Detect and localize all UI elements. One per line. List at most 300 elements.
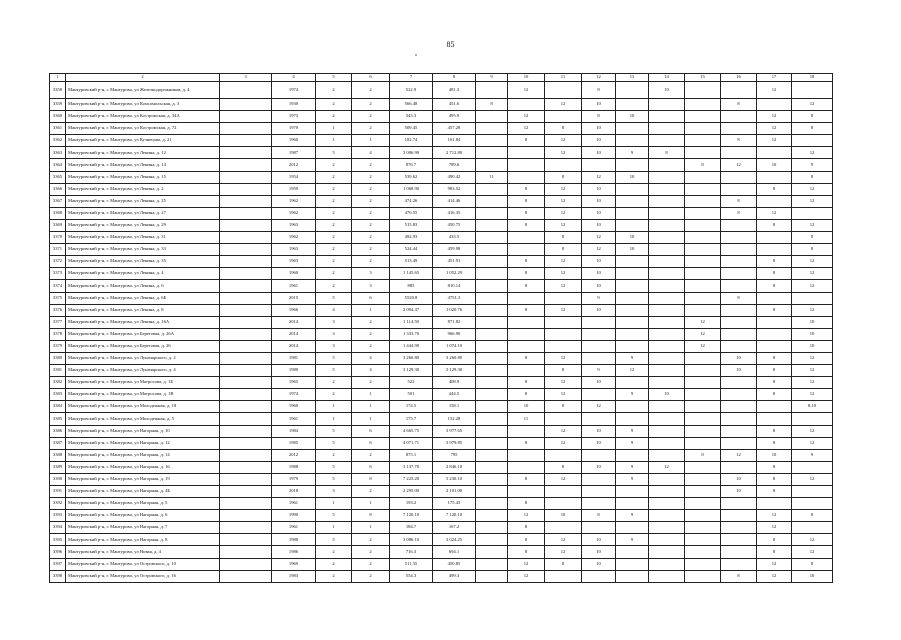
- address-cell: Мантуровский р-н, г. Мантурово, ул Островского, д. 16: [66, 570, 220, 582]
- table-cell: [685, 123, 721, 135]
- table-cell: [685, 534, 721, 546]
- table-cell: [757, 340, 792, 352]
- table-row: [50, 244, 833, 256]
- table-cell: 495.9: [433, 111, 476, 123]
- table-row: [50, 82, 833, 99]
- table-cell: 8: [757, 183, 792, 195]
- table-cell: 2: [352, 171, 390, 183]
- table-cell: 12: [792, 256, 833, 268]
- table-row: [50, 123, 833, 135]
- table-cell: [476, 316, 508, 328]
- table-cell: 8: [508, 534, 545, 546]
- table-cell: [582, 413, 616, 425]
- address-cell: Мантуровский р-н, г. Мантурово, ул Костромская, д. 34А: [66, 111, 220, 123]
- table-cell: 1963: [272, 256, 316, 268]
- table-cell: [220, 195, 272, 207]
- table-cell: [476, 473, 508, 485]
- table-cell: 10: [721, 365, 757, 377]
- table-cell: 12: [685, 340, 721, 352]
- table-cell: [685, 413, 721, 425]
- table-cell: [721, 534, 757, 546]
- table-cell: [649, 377, 685, 389]
- row-number-cell: 3358: [50, 82, 66, 99]
- table-cell: [220, 82, 272, 99]
- table-cell: 8: [757, 461, 792, 473]
- table-cell: [476, 510, 508, 522]
- table-cell: [616, 413, 649, 425]
- table-cell: [721, 389, 757, 401]
- table-cell: 10: [757, 449, 792, 461]
- table-cell: [721, 232, 757, 244]
- table-cell: [721, 171, 757, 183]
- table-cell: 12: [508, 123, 545, 135]
- table-cell: [685, 352, 721, 364]
- column-number-cell: 2: [66, 74, 220, 82]
- table-cell: 12: [545, 207, 582, 219]
- table-cell: 1: [352, 304, 390, 316]
- table-cell: 8: [757, 486, 792, 498]
- table-cell: [220, 316, 272, 328]
- table-cell: 2: [316, 268, 352, 280]
- address-cell: Мантуровский р-н, г. Мантурово, ул Ленина, д. 6: [66, 280, 220, 292]
- table-cell: 6: [352, 461, 390, 473]
- table-cell: 1 333.70: [390, 328, 433, 340]
- table-cell: 12: [545, 195, 582, 207]
- table-cell: 789.6: [433, 159, 476, 171]
- address-cell: Мантуровский р-н, г. Мантурово, ул Луначарского, д. 4: [66, 365, 220, 377]
- table-cell: [508, 340, 545, 352]
- table-cell: 12: [792, 268, 833, 280]
- table-cell: 2: [352, 123, 390, 135]
- table-cell: 8: [721, 195, 757, 207]
- table-cell: 152.28: [433, 413, 476, 425]
- table-cell: [508, 316, 545, 328]
- table-cell: 10: [721, 473, 757, 485]
- table-cell: [616, 268, 649, 280]
- table-cell: [721, 522, 757, 534]
- table-cell: [476, 244, 508, 256]
- table-cell: [508, 244, 545, 256]
- table-cell: [476, 570, 508, 582]
- table-cell: [616, 304, 649, 316]
- table-cell: 5: [316, 461, 352, 473]
- table-cell: 474.26: [390, 195, 433, 207]
- table-cell: 9: [616, 510, 649, 522]
- table-cell: [757, 195, 792, 207]
- table-cell: [476, 135, 508, 147]
- table-cell: [616, 570, 649, 582]
- table-cell: 3 979.85: [433, 437, 476, 449]
- table-cell: 8: [545, 244, 582, 256]
- table-cell: 1: [352, 413, 390, 425]
- table-cell: 433.5: [433, 232, 476, 244]
- table-cell: 12: [792, 195, 833, 207]
- table-cell: 10: [616, 171, 649, 183]
- table-cell: [685, 280, 721, 292]
- row-number-cell: 3390: [50, 473, 66, 485]
- housing-register-table: [49, 73, 833, 583]
- table-cell: [545, 82, 582, 99]
- table-cell: [220, 207, 272, 219]
- table-cell: [649, 449, 685, 461]
- table-cell: [508, 328, 545, 340]
- table-cell: 490.42: [433, 171, 476, 183]
- row-number-cell: 3386: [50, 425, 66, 437]
- column-number-cell: 14: [649, 74, 685, 82]
- table-cell: 12: [508, 82, 545, 99]
- table-cell: [582, 498, 616, 510]
- table-cell: [616, 123, 649, 135]
- table-cell: [476, 268, 508, 280]
- table-cell: 1960: [272, 268, 316, 280]
- table-cell: [582, 473, 616, 485]
- address-cell: Мантуровский р-н, г. Мантурово, ул Нагорная, д. 10: [66, 425, 220, 437]
- table-cell: 8: [508, 389, 545, 401]
- table-cell: 12: [545, 473, 582, 485]
- row-number-cell: 3367: [50, 195, 66, 207]
- table-row: [50, 486, 833, 498]
- table-cell: 9: [792, 159, 833, 171]
- table-cell: 2: [352, 159, 390, 171]
- row-number-cell: 3360: [50, 111, 66, 123]
- table-cell: 12: [685, 328, 721, 340]
- table-cell: 2014: [272, 316, 316, 328]
- table-cell: 12: [792, 304, 833, 316]
- table-cell: 12: [757, 82, 792, 99]
- table-cell: 10: [582, 425, 616, 437]
- table-row: [50, 207, 833, 219]
- table-cell: [721, 316, 757, 328]
- row-number-cell: 3363: [50, 147, 66, 159]
- table-cell: [649, 304, 685, 316]
- table-cell: 450.85: [433, 558, 476, 570]
- table-cell: [616, 195, 649, 207]
- table-cell: [220, 413, 272, 425]
- table-cell: [721, 147, 757, 159]
- row-number-cell: 3375: [50, 292, 66, 304]
- table-cell: 1961: [272, 498, 316, 510]
- row-number-cell: 3393: [50, 510, 66, 522]
- table-cell: 8: [757, 352, 792, 364]
- table-cell: [476, 486, 508, 498]
- column-number-cell: 4: [272, 74, 316, 82]
- table-cell: 10: [649, 389, 685, 401]
- table-cell: 8: [757, 219, 792, 231]
- address-cell: Мантуровский р-н, г. Мантурово, ул Железнодорожников, д. 4: [66, 82, 220, 99]
- table-cell: 1: [352, 135, 390, 147]
- table-cell: [721, 328, 757, 340]
- table-cell: 10: [582, 195, 616, 207]
- table-cell: 10: [792, 340, 833, 352]
- table-cell: 2: [352, 486, 390, 498]
- table-cell: 12: [792, 425, 833, 437]
- table-cell: [649, 486, 685, 498]
- table-cell: [721, 425, 757, 437]
- table-cell: 10: [582, 280, 616, 292]
- table-cell: [685, 135, 721, 147]
- table-cell: 12: [545, 534, 582, 546]
- table-row: [50, 352, 833, 364]
- table-cell: [476, 352, 508, 364]
- table-cell: [649, 195, 685, 207]
- table-cell: [220, 304, 272, 316]
- table-cell: 10: [582, 256, 616, 268]
- table-cell: 11: [476, 171, 508, 183]
- table-cell: [220, 328, 272, 340]
- table-cell: 5: [316, 365, 352, 377]
- table-cell: 1963: [272, 244, 316, 256]
- address-cell: Мантуровский р-н, г. Мантурово, ул Ленина, д. 15: [66, 171, 220, 183]
- table-cell: 3: [316, 316, 352, 328]
- table-cell: 8: [757, 280, 792, 292]
- table-cell: 2: [352, 546, 390, 558]
- table-cell: [721, 377, 757, 389]
- table-cell: 457.28: [433, 123, 476, 135]
- table-cell: 12: [545, 280, 582, 292]
- table-cell: 12: [508, 558, 545, 570]
- table-cell: [685, 82, 721, 99]
- table-cell: [220, 425, 272, 437]
- table-cell: 8: [792, 232, 833, 244]
- table-cell: [792, 461, 833, 473]
- table-cell: [685, 365, 721, 377]
- table-cell: 522.9: [390, 82, 433, 99]
- table-row: [50, 570, 833, 582]
- table-cell: 501: [390, 389, 433, 401]
- table-row: [50, 413, 833, 425]
- table-cell: [721, 340, 757, 352]
- table-cell: [582, 522, 616, 534]
- table-cell: 1974: [272, 389, 316, 401]
- table-cell: 12: [508, 510, 545, 522]
- table-cell: 8: [792, 171, 833, 183]
- table-row: [50, 340, 833, 352]
- table-cell: 10: [582, 461, 616, 473]
- table-cell: [685, 461, 721, 473]
- table-cell: 2: [316, 449, 352, 461]
- row-number-cell: 3373: [50, 268, 66, 280]
- table-cell: 12: [721, 449, 757, 461]
- table-cell: [649, 328, 685, 340]
- row-number-cell: 3376: [50, 304, 66, 316]
- table-cell: 10: [582, 183, 616, 195]
- table-cell: [685, 510, 721, 522]
- table-cell: 12: [792, 546, 833, 558]
- table-cell: 6: [352, 425, 390, 437]
- table-cell: [685, 268, 721, 280]
- table-cell: 8: [508, 473, 545, 485]
- table-cell: [685, 195, 721, 207]
- table-cell: 2: [316, 82, 352, 99]
- table-cell: [685, 183, 721, 195]
- table-cell: 876.7: [390, 159, 433, 171]
- table-cell: 4: [352, 365, 390, 377]
- row-number-cell: 3385: [50, 413, 66, 425]
- table-cell: 5 230.10: [433, 473, 476, 485]
- table-cell: 10: [792, 328, 833, 340]
- table-cell: 184.7: [390, 522, 433, 534]
- table-cell: [508, 292, 545, 304]
- table-cell: 175.7: [390, 413, 433, 425]
- table-cell: [545, 328, 582, 340]
- table-cell: 12: [582, 244, 616, 256]
- table-row: [50, 195, 833, 207]
- table-cell: 8: [508, 352, 545, 364]
- table-cell: 12: [582, 232, 616, 244]
- address-cell: Мантуровский р-н, г. Мантурово, ул Ленина, д. 16А: [66, 316, 220, 328]
- table-cell: 10: [582, 304, 616, 316]
- table-cell: 2012: [272, 159, 316, 171]
- table-cell: 2: [352, 99, 390, 111]
- table-cell: 2: [316, 219, 352, 231]
- table-cell: [616, 207, 649, 219]
- column-number-cell: 3: [220, 74, 272, 82]
- table-cell: 2: [316, 207, 352, 219]
- table-row: [50, 425, 833, 437]
- table-cell: [582, 570, 616, 582]
- table-cell: 8: [508, 268, 545, 280]
- column-number-cell: 18: [792, 74, 833, 82]
- table-row: [50, 522, 833, 534]
- table-cell: 12: [649, 461, 685, 473]
- table-cell: 8: [757, 268, 792, 280]
- table-cell: 2 846.10: [433, 461, 476, 473]
- address-cell: Мантуровский р-н, г. Мантурово, ул Луначарского, д. 2: [66, 352, 220, 364]
- table-cell: 8: [757, 365, 792, 377]
- table-cell: 524.44: [390, 244, 433, 256]
- table-cell: 8: [352, 473, 390, 485]
- table-cell: 161.84: [433, 135, 476, 147]
- table-cell: 8: [721, 99, 757, 111]
- table-cell: [649, 123, 685, 135]
- table-cell: [649, 159, 685, 171]
- row-number-cell: 3359: [50, 99, 66, 111]
- table-cell: 3 006.90: [390, 147, 433, 159]
- table-cell: 10: [545, 510, 582, 522]
- table-cell: 12: [757, 123, 792, 135]
- table-cell: 8: [721, 570, 757, 582]
- table-cell: 12: [582, 171, 616, 183]
- table-cell: [616, 546, 649, 558]
- table-cell: 8: [757, 304, 792, 316]
- table-cell: 2: [316, 244, 352, 256]
- table-cell: 5: [316, 292, 352, 304]
- table-cell: [508, 449, 545, 461]
- table-cell: [685, 486, 721, 498]
- address-cell: Мантуровский р-н, г. Мантурово, ул Нагорная, д. 14: [66, 449, 220, 461]
- table-cell: 12: [757, 570, 792, 582]
- table-cell: 10: [721, 486, 757, 498]
- table-cell: [792, 292, 833, 304]
- table-cell: 4: [316, 304, 352, 316]
- address-cell: Мантуровский р-н, г. Мантурово, ул Нагорная, д. 7: [66, 522, 220, 534]
- table-cell: [508, 232, 545, 244]
- table-cell: [721, 304, 757, 316]
- table-cell: 8: [649, 147, 685, 159]
- table-cell: [220, 486, 272, 498]
- table-cell: 12: [545, 99, 582, 111]
- table-cell: [649, 570, 685, 582]
- table-cell: 12: [545, 389, 582, 401]
- table-cell: [616, 498, 649, 510]
- table-cell: 875.1: [390, 449, 433, 461]
- table-cell: 1985: [272, 437, 316, 449]
- table-cell: 8: [476, 99, 508, 111]
- table-cell: [685, 377, 721, 389]
- table-cell: [721, 461, 757, 473]
- table-cell: 8: [757, 473, 792, 485]
- table-cell: 12: [545, 219, 582, 231]
- table-cell: 10: [721, 352, 757, 364]
- table-cell: [649, 413, 685, 425]
- table-row: [50, 473, 833, 485]
- table-cell: 2: [352, 256, 390, 268]
- table-cell: 1974: [272, 82, 316, 99]
- table-cell: 12: [792, 147, 833, 159]
- column-number-cell: 1: [50, 74, 66, 82]
- table-cell: [649, 510, 685, 522]
- column-number-cell: 10: [508, 74, 545, 82]
- address-cell: Мантуровский р-н, г. Мантурово, ул Нагорная, д. 6: [66, 510, 220, 522]
- table-cell: 9: [616, 389, 649, 401]
- row-number-cell: 3374: [50, 280, 66, 292]
- table-cell: 10: [582, 147, 616, 159]
- table-cell: [616, 486, 649, 498]
- table-cell: 3 129.30: [433, 365, 476, 377]
- table-cell: [545, 522, 582, 534]
- table-cell: 1 074.10: [433, 340, 476, 352]
- table-cell: 8: [582, 510, 616, 522]
- table-cell: [582, 328, 616, 340]
- table-cell: 5: [316, 425, 352, 437]
- table-cell: 12: [792, 389, 833, 401]
- table-cell: 1961: [272, 413, 316, 425]
- table-cell: 966.90: [433, 328, 476, 340]
- table-cell: 1: [316, 522, 352, 534]
- table-cell: [220, 449, 272, 461]
- table-cell: [545, 159, 582, 171]
- table-cell: 12: [582, 401, 616, 413]
- table-cell: 2: [316, 195, 352, 207]
- row-number-cell: 3364: [50, 159, 66, 171]
- table-cell: [220, 111, 272, 123]
- table-cell: 8: [757, 425, 792, 437]
- table-cell: 3 260.80: [390, 352, 433, 364]
- table-cell: 450.75: [433, 219, 476, 231]
- address-cell: Мантуровский р-н, г. Мантурово, ул Кузнецова, д. 21: [66, 135, 220, 147]
- table-cell: 8: [582, 82, 616, 99]
- table-cell: 8: [508, 183, 545, 195]
- table-cell: [685, 570, 721, 582]
- table-cell: [649, 546, 685, 558]
- table-cell: 2018: [272, 486, 316, 498]
- table-row: [50, 449, 833, 461]
- table-row: [50, 389, 833, 401]
- table-cell: 12: [545, 425, 582, 437]
- table-cell: 12: [757, 207, 792, 219]
- table-cell: [220, 558, 272, 570]
- table-cell: 9: [616, 147, 649, 159]
- row-number-cell: 3370: [50, 232, 66, 244]
- table-row: [50, 99, 833, 111]
- address-cell: Мантуровский р-н, г. Мантурово, ул Новая, д. 4: [66, 546, 220, 558]
- table-row: [50, 546, 833, 558]
- table-cell: 871.82: [433, 316, 476, 328]
- table-cell: 476.55: [390, 207, 433, 219]
- table-cell: 8: [545, 232, 582, 244]
- table-cell: 10: [582, 377, 616, 389]
- table-cell: [685, 304, 721, 316]
